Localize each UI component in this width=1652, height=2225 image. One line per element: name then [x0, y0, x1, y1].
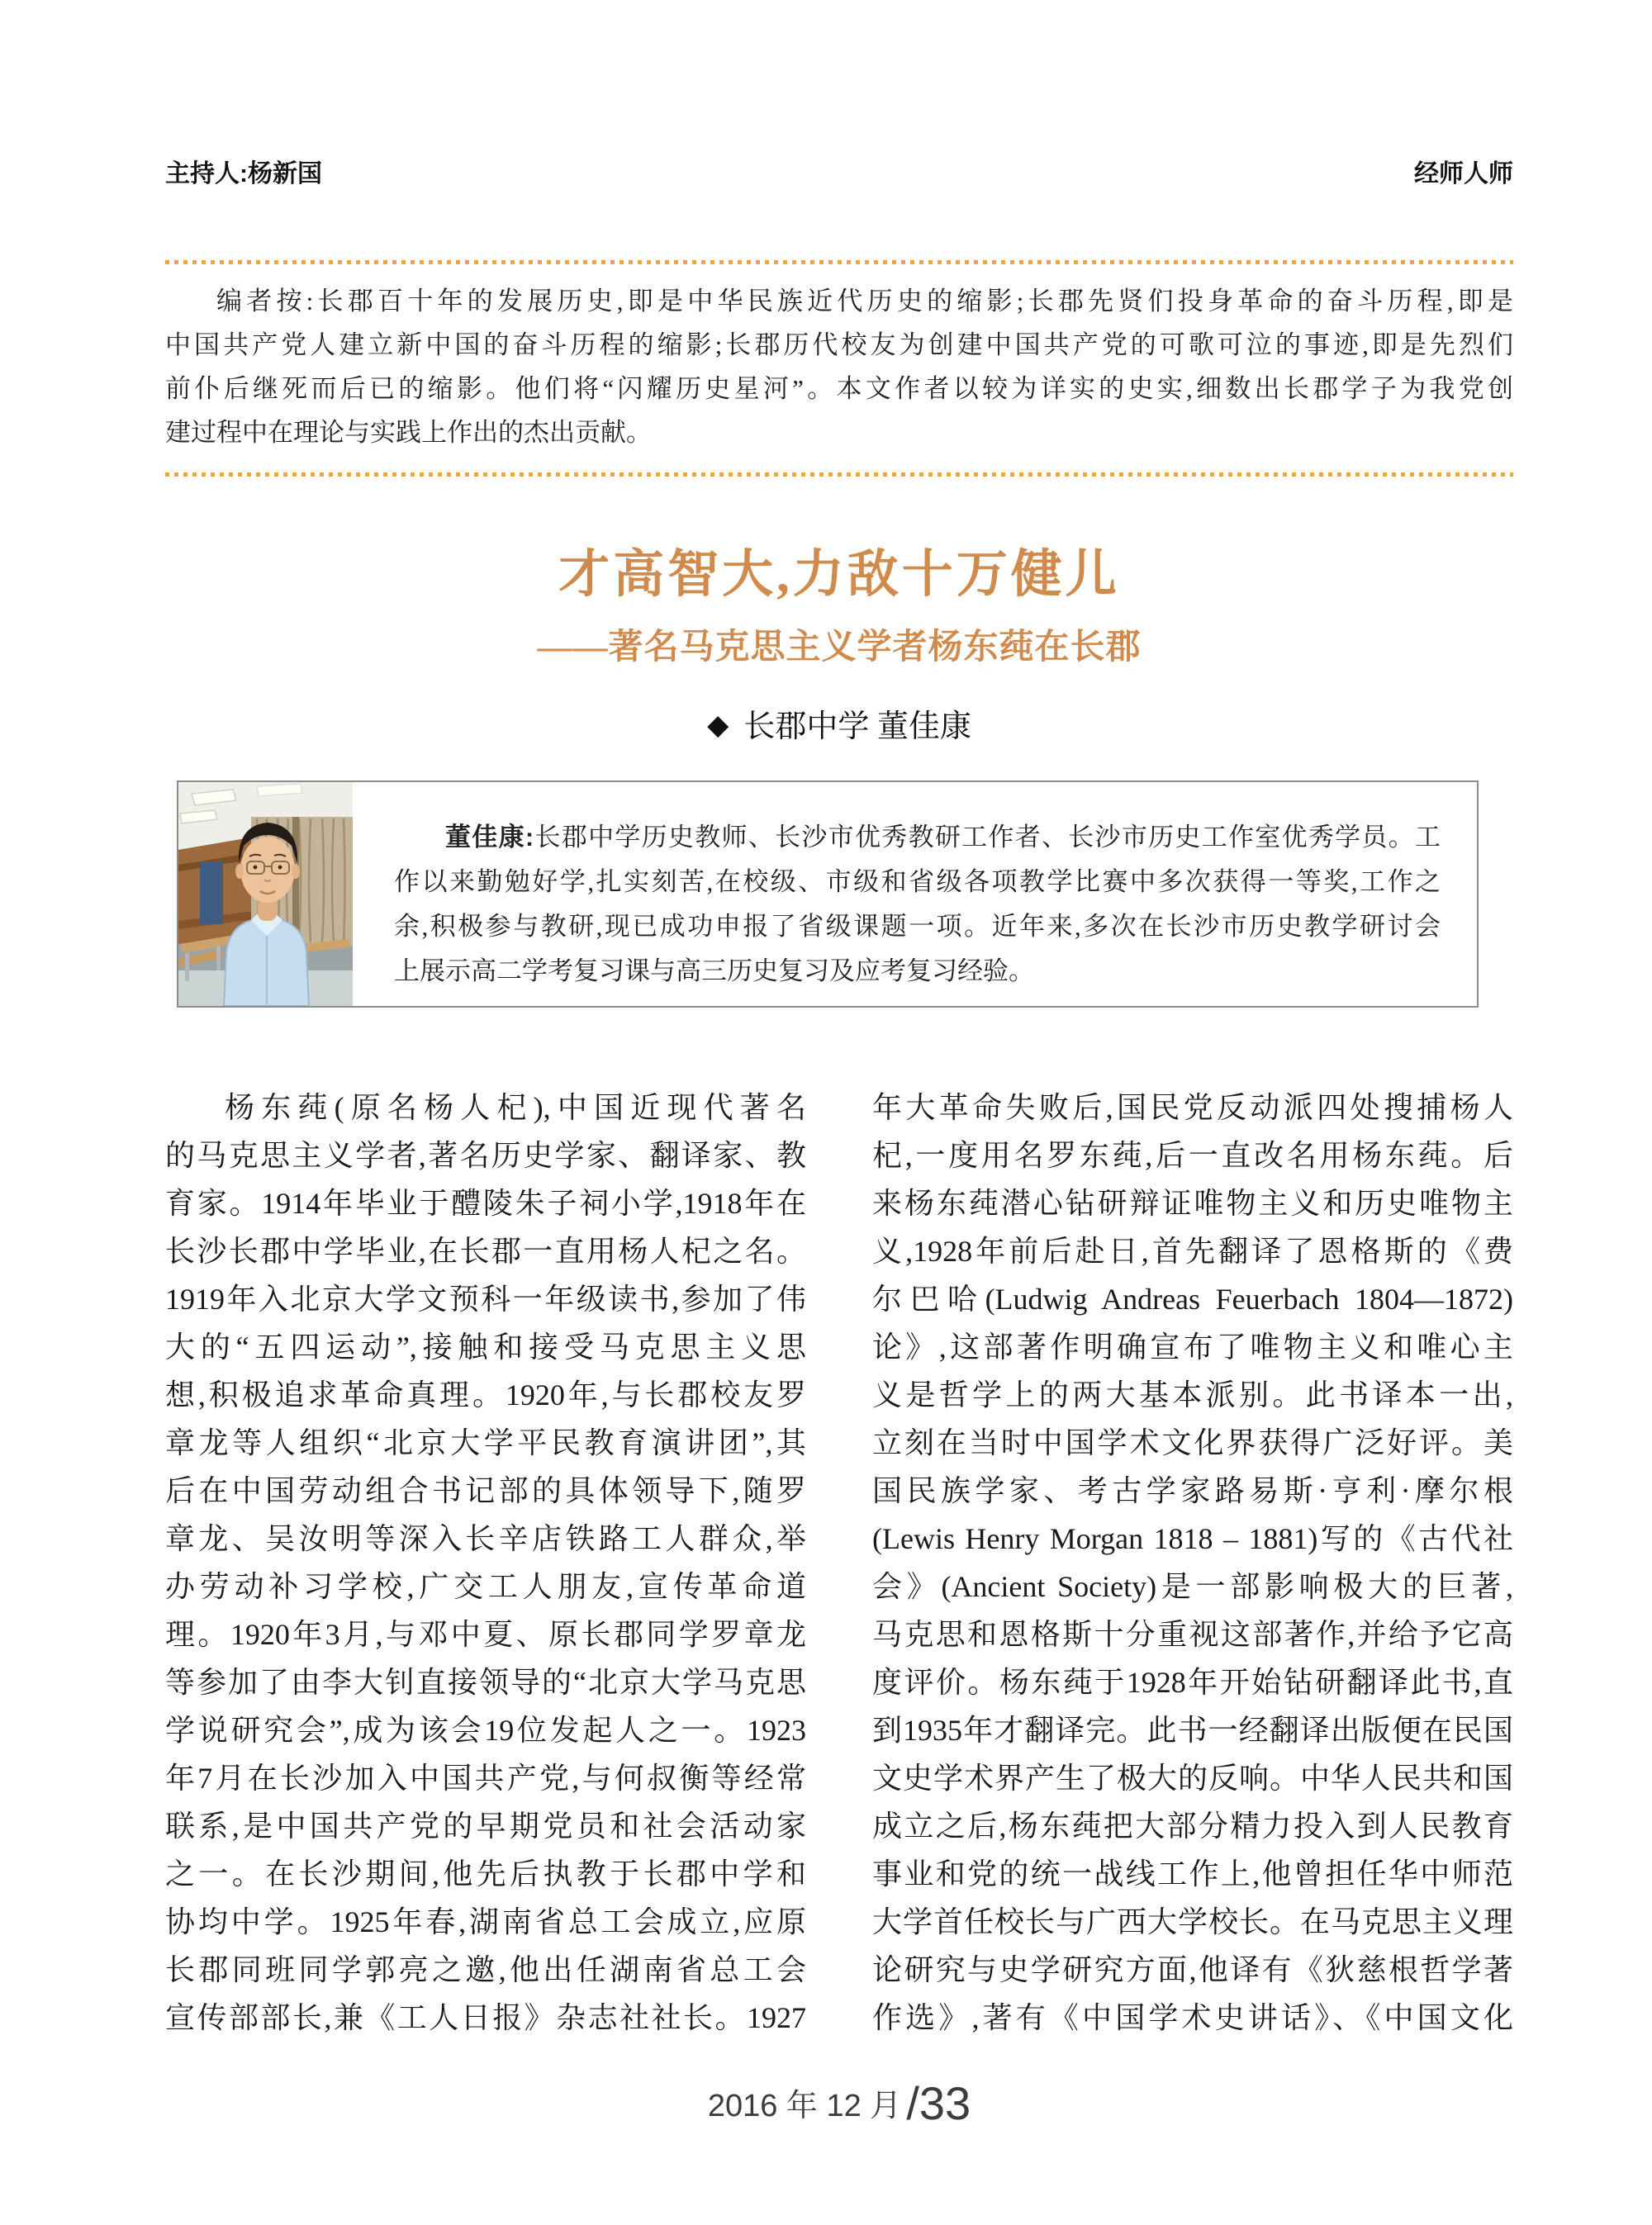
body-line: 章龙、吴汝明等深入长辛店铁路工人群众,举 — [165, 1522, 806, 1555]
body-line: 成立之后,杨东莼把大部分精力投入到人民教育 — [872, 1810, 1513, 1843]
footer-date: 2016 年 12 月 — [707, 2089, 902, 2123]
body-line: 1919年入北京大学文预科一年级读书,参加了伟 — [165, 1283, 806, 1316]
editor-note-line: 建过程中在理论与实践上作出的杰出贡献。 — [165, 418, 652, 447]
body-line: 作选》,著有《中国学术史讲话》、《中国文化 — [872, 2001, 1513, 2034]
diamond-icon: ◆ — [707, 710, 729, 741]
body-line: 的马克思主义学者,著名历史学家、翻译家、教 — [165, 1139, 806, 1172]
page-header — [165, 153, 1513, 189]
bio-text — [353, 782, 1477, 1006]
body-line: 想,积极追求革命真理。1920年,与长郡校友罗 — [165, 1378, 806, 1411]
bio-box — [177, 780, 1479, 1008]
body-line: 育家。1914年毕业于醴陵朱子祠小学,1918年在 — [165, 1187, 806, 1220]
body-line: 大的“五四运动”,接触和接受马克思主义思 — [165, 1331, 806, 1364]
body-line: 义是哲学上的两大基本派别。此书译本一出, — [872, 1378, 1513, 1411]
body-line: 后在中国劳动组合书记部的具体领导下,随罗 — [165, 1474, 806, 1507]
body-line: 等参加了由李大钊直接领导的“北京大学马克思 — [165, 1666, 806, 1699]
body-line: 事业和党的统一战线工作上,他曾担任华中师范 — [872, 1857, 1513, 1891]
bio-line: 作以来勤勉好学,扎实刻苦,在校级、市级和省级各项教学比赛中多次获得一等奖,工作之 — [394, 867, 1441, 896]
body-line: 论研究与史学研究方面,他译有《狄慈根哲学著 — [872, 1953, 1513, 1986]
bio-name-label: 董佳康: — [445, 823, 534, 852]
body-line: 办劳动补习学校,广交工人朋友,宣传革命道 — [165, 1570, 806, 1603]
article-title: 才高智大,力敌十万健儿 — [558, 547, 1120, 603]
body-line: 协均中学。1925年春,湖南省总工会成立,应原 — [165, 1905, 806, 1938]
body-line: 长沙长郡中学毕业,在长郡一直用杨人杞之名。 — [165, 1235, 806, 1268]
body-line: 理。1920年3月,与邓中夏、原长郡同学罗章龙 — [165, 1618, 806, 1651]
dotted-divider-top — [165, 260, 1513, 264]
bio-line-text: 长郡中学历史教师、长沙市优秀教研工作者、长沙市历史工作室优秀学员。工 — [534, 823, 1441, 852]
author-line — [165, 700, 1513, 746]
bio-line — [394, 815, 1441, 860]
author-name: 长郡中学 董佳康 — [743, 709, 971, 744]
body-line: 大学首任校长与广西大学校长。在马克思主义理 — [872, 1905, 1513, 1938]
bio-line: 余,积极参与教研,现已成功申报了省级课题一项。近年来,多次在长沙市历史教学研讨会 — [394, 912, 1441, 941]
body-line: 章龙等人组织“北京大学平民教育演讲团”,其 — [165, 1426, 806, 1459]
body-line: 到1935年才翻译完。此书一经翻译出版便在民国 — [872, 1714, 1513, 1747]
body-line: 学说研究会”,成为该会19位发起人之一。1923 — [165, 1714, 806, 1747]
editor-note-line: 前仆后继死而后已的缩影。他们将“闪耀历史星河”。本文作者以较为详实的史实,细数出长郡学子为我党创 — [165, 374, 1513, 403]
editor-note-line: 编者按:长郡百十年的发展历史,即是中华民族近代历史的缩影;长郡先贤们投身革命的奋斗历程,即是 — [216, 287, 1513, 315]
header-host-label: 主持人:杨新国 — [165, 160, 322, 187]
body-line: 义,1928年前后赴日,首先翻译了恩格斯的《费 — [872, 1235, 1513, 1268]
body-line: 会》(Ancient Society)是一部影响极大的巨著, — [872, 1570, 1513, 1603]
body-column-left — [165, 1084, 806, 2042]
body-line: 宣传部部长,兼《工人日报》杂志社社长。1927 — [165, 2001, 806, 2034]
body-line: 杨东莼(原名杨人杞),中国近现代著名 — [225, 1091, 806, 1124]
body-line: 国民族学家、考古学家路易斯·亨利·摩尔根 — [872, 1474, 1513, 1507]
body-line: 联系,是中国共产党的早期党员和社会活动家 — [165, 1810, 806, 1843]
body-line: 杞,一度用名罗东莼,后一直改名用杨东莼。后 — [872, 1139, 1513, 1172]
body-line: 马克思和恩格斯十分重视这部著作,并给予它高 — [872, 1618, 1513, 1651]
body-line: 尔巴哈(Ludwig Andreas Feuerbach 1804—1872) — [872, 1283, 1513, 1316]
body-line: 年大革命失败后,国民党反动派四处搜捕杨人 — [872, 1091, 1513, 1124]
body-line: 长郡同班同学郭亮之邀,他出任湖南省总工会 — [165, 1953, 806, 1986]
editor-note — [165, 279, 1513, 454]
bio-line: 上展示高二学考复习课与高三历史复习及应考复习经验。 — [394, 956, 1034, 985]
editor-note-line: 中国共产党人建立新中国的奋斗历程的缩影;长郡历代校友为创建中国共产党的可歌可泣的事迹,即是先烈们 — [165, 330, 1513, 359]
body-line: 文史学术界产生了极大的反响。中华人民共和国 — [872, 1762, 1513, 1795]
body-line: 论》,这部著作明确宣布了唯物主义和唯心主 — [872, 1331, 1513, 1364]
page-footer — [165, 2076, 1513, 2130]
article-body — [165, 1084, 1513, 2042]
header-section-label: 经师人师 — [1414, 160, 1513, 187]
author-photo — [178, 782, 353, 1006]
body-line: 立刻在当时中国学术文化界获得广泛好评。美 — [872, 1426, 1513, 1459]
article-subtitle: ——著名马克思主义学者杨东莼在长郡 — [537, 629, 1142, 667]
footer-page-number: /33 — [906, 2077, 971, 2129]
body-line: 之一。在长沙期间,他先后执教于长郡中学和 — [165, 1857, 806, 1891]
dotted-divider-bottom — [165, 472, 1513, 477]
body-column-right — [872, 1084, 1513, 2042]
body-line: 度评价。杨东莼于1928年开始钻研翻译此书,直 — [872, 1666, 1513, 1699]
body-line: 来杨东莼潜心钻研辩证唯物主义和历史唯物主 — [872, 1187, 1513, 1220]
body-line: 年7月在长沙加入中国共产党,与何叔衡等经常 — [165, 1762, 806, 1795]
body-line: (Lewis Henry Morgan 1818 – 1881)写的《古代社 — [872, 1522, 1513, 1555]
